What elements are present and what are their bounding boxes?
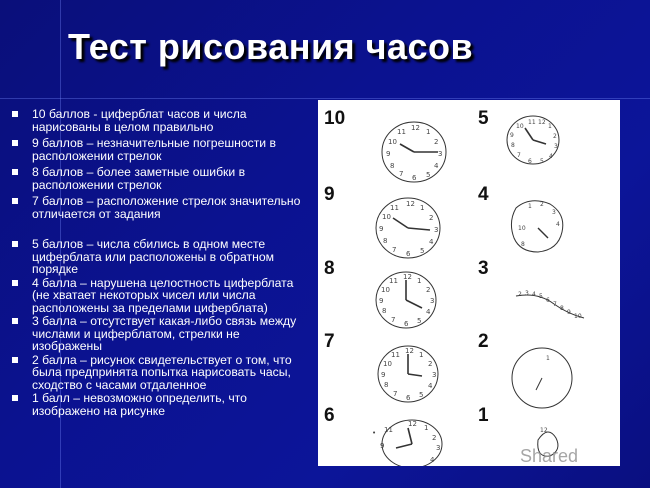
bullet-text: 8 баллов – более заметные ошибки в расположении стрелок [32,165,246,192]
svg-text:3: 3 [430,297,435,305]
clock-drawings [318,100,620,466]
svg-text:3: 3 [432,371,437,379]
svg-text:3: 3 [436,444,441,452]
clock-drawing-5 [507,116,559,165]
svg-text:11: 11 [397,128,406,136]
svg-text:4: 4 [556,221,560,228]
svg-text:5: 5 [539,293,543,300]
svg-text:1: 1 [546,355,550,362]
svg-text:10: 10 [383,360,392,368]
bullet-icon [12,280,18,286]
bullet-icon [12,140,18,146]
svg-text:8: 8 [384,381,389,389]
clock-drawing-3 [516,290,584,320]
svg-text:2: 2 [553,133,557,140]
page-title: Тест рисования часов [68,26,474,67]
bullet-text: 5 баллов – числа сбились в одном месте циферблата или расположены в обратном порядке [32,237,274,276]
svg-text:8: 8 [521,241,525,248]
bullet-text: 2 балла – рисунок свидетельствует о том, что была предпринята попытка нарисовать часы, сходство с часами отдаленное [32,352,292,392]
svg-text:6: 6 [404,320,409,328]
svg-text:11: 11 [528,119,536,126]
svg-text:4: 4 [549,153,553,160]
svg-text:11: 11 [384,426,393,434]
svg-text:11: 11 [390,204,399,212]
svg-text:9: 9 [381,371,386,379]
svg-text:5: 5 [426,171,431,179]
svg-text:1: 1 [419,351,424,359]
score-label: 6 [324,405,335,426]
svg-text:7: 7 [392,246,397,254]
bullet-text: 7 баллов – расположение стрелок значительно отличается от задания [32,194,301,221]
bullet-item [12,195,312,220]
svg-text:6: 6 [412,174,417,182]
bullet-icon [12,318,18,324]
score-label: 1 [478,405,489,426]
bullet-item [12,108,312,133]
bullet-item [12,166,312,191]
svg-text:8: 8 [383,237,388,245]
bullet-icon [12,241,18,247]
svg-text:8: 8 [390,162,395,170]
svg-text:10: 10 [518,225,526,232]
svg-text:12: 12 [405,347,414,355]
svg-text:5: 5 [540,158,544,165]
svg-text:5: 5 [420,247,425,255]
svg-text:9: 9 [567,309,571,316]
svg-text:8: 8 [560,305,564,312]
bullet-text: 10 баллов - циферблат часов и числа нарисованы в целом правильно [32,107,247,134]
bullet-icon [12,395,18,401]
svg-text:1: 1 [417,277,422,285]
svg-text:3: 3 [554,143,558,150]
svg-text:5: 5 [417,317,422,325]
score-label: 5 [478,108,489,129]
svg-text:12: 12 [403,273,412,281]
watermark: Shared [520,446,579,466]
svg-text:4: 4 [434,162,439,170]
svg-text:5: 5 [419,391,424,399]
bullet-text: 1 балл – невозможно определить, что изображено на рисунке [32,391,247,418]
svg-text:12: 12 [411,124,420,132]
score-label: 8 [324,258,335,279]
bullet-item [12,315,312,353]
svg-text:7: 7 [393,390,398,398]
svg-text:11: 11 [389,277,398,285]
svg-text:4: 4 [429,238,434,246]
bullet-icon [12,198,18,204]
svg-text:12: 12 [540,427,548,434]
svg-text:4: 4 [426,308,431,316]
score-label: 9 [324,184,335,205]
svg-text:10: 10 [381,286,390,294]
svg-text:9: 9 [379,297,384,305]
svg-text:10: 10 [516,123,524,130]
svg-text:12: 12 [408,420,417,428]
svg-text:2: 2 [429,214,434,222]
svg-text:1: 1 [420,204,425,212]
bullet-text: 4 балла – нарушена целостность циферблата (не хватает некоторых чисел или числа расположены за пределами циферблата) [32,275,294,315]
svg-text:2: 2 [434,138,439,146]
bullet-item [12,238,312,276]
svg-text:7: 7 [399,170,404,178]
svg-text:1: 1 [548,123,552,130]
svg-text:3: 3 [525,290,529,297]
score-label: 2 [478,331,489,352]
svg-text:7: 7 [391,316,396,324]
svg-text:9: 9 [510,132,514,139]
clock-drawing-8 [376,272,436,328]
svg-text:7: 7 [553,301,557,308]
svg-text:2: 2 [428,360,433,368]
bullet-icon [12,111,18,117]
svg-text:6: 6 [528,158,532,165]
svg-text:6: 6 [546,297,550,304]
svg-text:9: 9 [379,225,384,233]
svg-text:11: 11 [391,351,400,359]
clock-drawings-panel [318,100,620,466]
bullet-icon [12,357,18,363]
background-line [0,98,650,99]
svg-text:9: 9 [386,150,391,158]
svg-text:3: 3 [438,150,443,158]
clock-drawing-7 [378,346,438,402]
svg-text:3: 3 [434,226,439,234]
bullet-text: 3 балла – отсутствует какая-либо связь между числами и циферблатом, стрелки не изображены [32,314,297,353]
bullet-icon [12,169,18,175]
clock-drawing-6 [372,420,442,466]
score-label: 3 [478,258,489,279]
svg-text:12: 12 [538,119,546,126]
svg-text:4: 4 [430,456,435,464]
svg-text:1: 1 [426,128,431,136]
clock-drawing-2 [512,348,572,408]
bullet-item [12,354,312,392]
bullet-item [12,137,312,162]
svg-text:6: 6 [406,250,411,258]
score-label: 4 [478,184,489,205]
svg-text:2: 2 [518,291,522,298]
svg-text:10: 10 [388,138,397,146]
svg-text:3: 3 [552,209,556,216]
svg-text:10: 10 [382,213,391,221]
clock-drawing-9 [376,198,440,258]
svg-text:6: 6 [406,394,411,402]
svg-text:2: 2 [540,201,544,208]
svg-text:10: 10 [574,313,582,320]
svg-text:9: 9 [380,442,385,450]
bullet-text: 9 баллов – незначительные погрешности в расположении стрелок [32,136,276,163]
score-label: 7 [324,331,335,352]
clock-drawing-10 [382,122,446,182]
svg-text:7: 7 [517,152,521,159]
svg-text:12: 12 [406,200,415,208]
bullet-item [12,392,312,417]
svg-text:4: 4 [532,291,536,298]
svg-text:•: • [372,429,377,437]
svg-text:1: 1 [424,424,429,432]
svg-text:2: 2 [432,434,437,442]
svg-text:1: 1 [528,203,532,210]
svg-text:8: 8 [382,307,387,315]
svg-text:4: 4 [428,382,433,390]
svg-text:8: 8 [511,142,515,149]
bullet-list [12,108,312,417]
clock-drawing-4 [511,201,562,252]
svg-text:2: 2 [426,286,431,294]
bullet-item [12,277,312,315]
score-label: 10 [324,108,346,129]
